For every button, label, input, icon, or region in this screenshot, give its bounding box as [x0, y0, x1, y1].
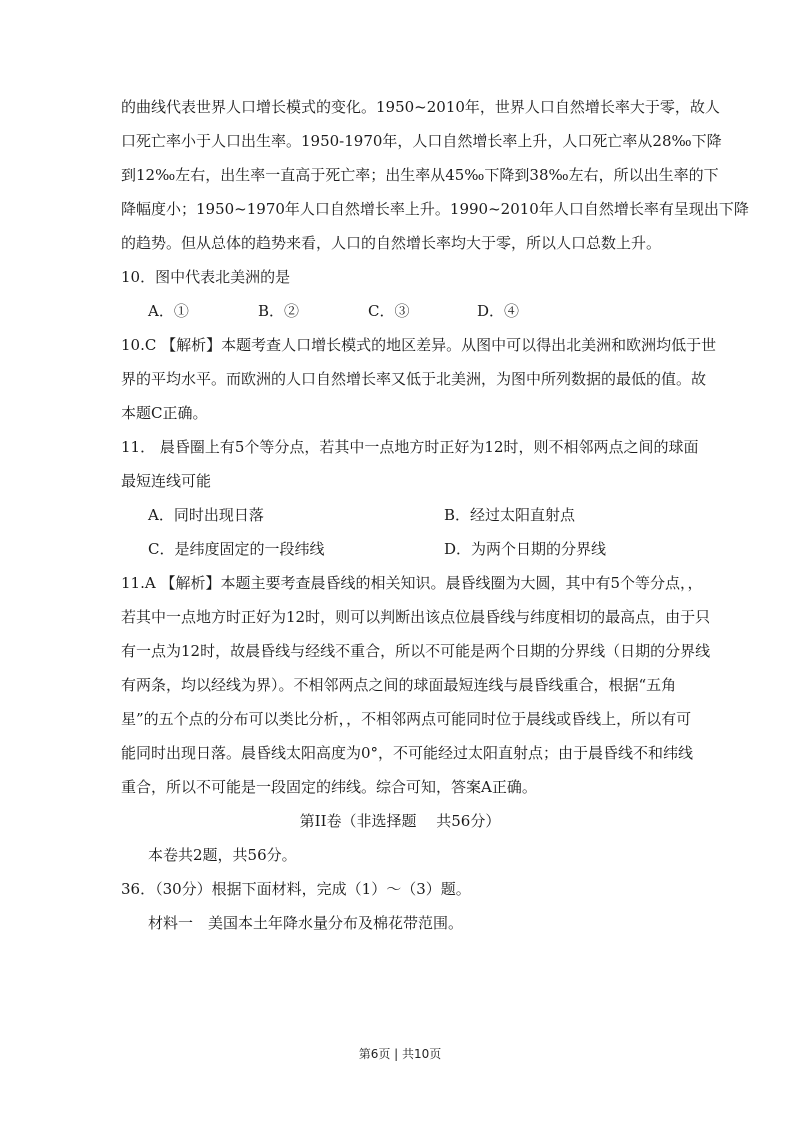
- text-line: 降幅度小；1950~1970年人口自然增长率上升。1990~2010年人口自然增长率有呈现出下降: [121, 200, 749, 218]
- question-36-stem: 36．（30分）根据下面材料，完成（1）～（3）题。: [121, 880, 471, 898]
- text-line: 到12‰左右，出生率一直高于死亡率；出生率从45‰下降到38‰左右，所以出生率的下: [121, 166, 719, 184]
- answer-11-line: 有两条，均以经线为界）。不相邻两点之间的球面最短连线与晨昏线重合，根据“五角: [121, 676, 677, 694]
- q11-option-a: A．同时出现日落: [148, 506, 264, 524]
- q10-option-a: A．①: [148, 302, 189, 320]
- section-intro: 本卷共2题，共56分。: [148, 846, 297, 864]
- answer-11-line: 重合，所以不可能是一段固定的纬线。综合可知，答案A正确。: [121, 778, 537, 796]
- question-11-stem: 11． 晨昏圈上有5个等分点，若其中一点地方时正好为12时，则不相邻两点之间的球面: [121, 438, 699, 456]
- question-11-stem: 最短连线可能: [121, 472, 212, 490]
- page-footer: 第6页 | 共10页: [358, 1047, 442, 1061]
- answer-11-line: 若其中一点地方时正好为12时，则可以判断出该点位晨昏线与纬度相切的最高点，由于只: [121, 608, 711, 626]
- answer-11-line: 能同时出现日落。晨昏线太阳高度为0°，不可能经过太阳直射点；由于晨昏线不和纬线: [121, 744, 694, 762]
- q11-option-c: C．是纬度固定的一段纬线: [148, 540, 325, 558]
- answer-11-line: 星”的五个点的分布可以类比分析，，不相邻两点可能同时位于晨线或昏线上，所以有可: [121, 710, 692, 728]
- answer-10-line: 10.C 【解析】本题考查人口增长模式的地区差异。从图中可以得出北美洲和欧洲均低于世: [121, 336, 717, 354]
- text-line: 的趋势。但从总体的趋势来看，人口的自然增长率均大于零，所以人口总数上升。: [121, 234, 662, 252]
- material-1-caption: 材料一 美国本土年降水量分布及棉花带范围。: [148, 914, 464, 932]
- answer-10-line: 本题C正确。: [121, 404, 208, 422]
- text-line: 的曲线代表世界人口增长模式的变化。1950~2010年，世界人口自然增长率大于零，故人: [121, 98, 720, 116]
- question-10-stem: 10．图中代表北美洲的是: [121, 268, 291, 286]
- q10-option-c: C．③: [368, 302, 410, 320]
- answer-11-line: 11.A 【解析】本题主要考查晨昏线的相关知识。晨昏线圈为大圆，其中有5个等分点，，: [121, 574, 703, 592]
- text-line: 口死亡率小于人口出生率。1950-1970年，人口自然增长率上升，人口死亡率从28‰下降: [121, 132, 722, 150]
- q11-option-d: D．为两个日期的分界线: [444, 540, 607, 558]
- answer-10-line: 界的平均水平。而欧洲的人口自然增长率又低于北美洲，为图中所列数据的最低的值。故: [121, 370, 707, 388]
- q11-option-b: B．经过太阳直射点: [444, 506, 576, 524]
- q10-option-b: B．②: [258, 302, 300, 320]
- answer-11-line: 有一点为12时，故晨昏线与经线不重合，所以不可能是两个日期的分界线（日期的分界线: [121, 642, 711, 660]
- q10-option-d: D．④: [477, 302, 520, 320]
- section-title: 第II卷（非选择题 共56分）: [299, 812, 501, 830]
